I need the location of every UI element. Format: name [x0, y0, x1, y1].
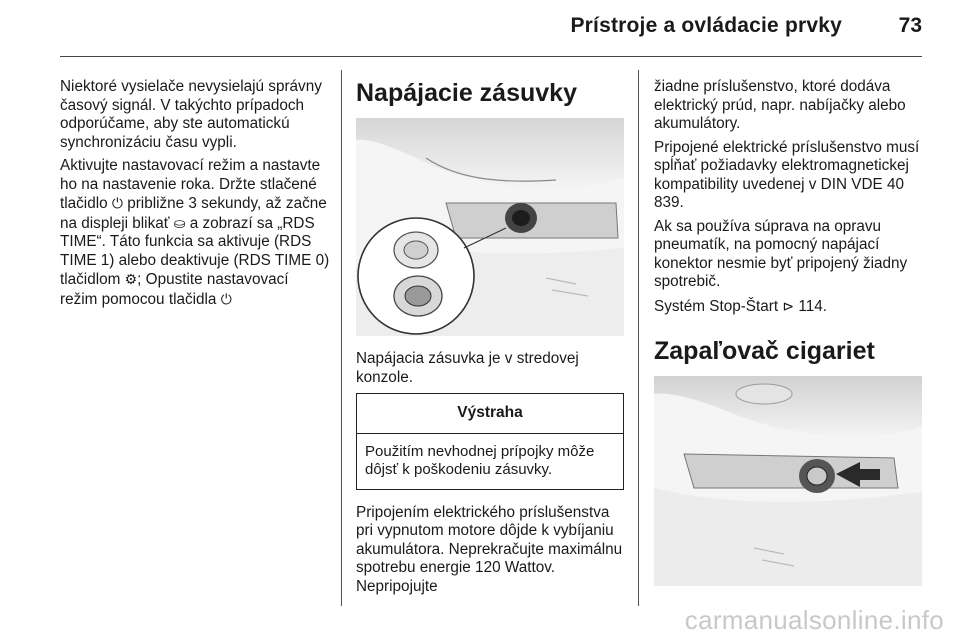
page-number: 73: [898, 14, 922, 37]
paragraph-battery-drain: Pripojením elektrického príslušenstva pri vypnutom motore dôjde k vybíjaniu akumulátora. Neprekračujte maximálnu spotrebu energie 120 Wattov. Nepripojujte: [356, 503, 623, 595]
paragraph-rds-time: [60, 157, 330, 309]
cigarette-lighter-illustration: [654, 376, 922, 586]
column-divider-2: [638, 70, 639, 606]
column-3: [654, 78, 924, 600]
caption-outlet-location: Napájacia zásuvka je v stredovej konzole.: [356, 350, 579, 386]
header-rule: [60, 56, 922, 57]
paragraph-tyre-repair: Ak sa používa súprava na opravu pneumatík, na pomocný napájací konektor nesmie byť pripojený žiadny spotrebič.: [654, 217, 908, 290]
heading-power-outlets: Napájacie zásuvky: [356, 79, 577, 107]
warning-text: Použitím nevhodnej prípojky môže dôjsť k poškodeniu zásuvky.: [365, 442, 595, 478]
warning-title: Výstraha: [357, 394, 623, 434]
rds-text-2: približne 3 sekundy, až začne na displeji blikať: [60, 195, 327, 232]
adjust-knob-icon: ⚙: [124, 271, 138, 287]
power-outlet-illustration: [356, 118, 624, 336]
paragraph-stop-start: [654, 297, 924, 317]
power-clock-icon: ⏻: [111, 195, 123, 211]
column-divider-1: [341, 70, 342, 606]
page-header-title: Prístroje a ovládacie prvky: [570, 14, 842, 37]
warning-box: [356, 393, 624, 490]
paragraph-emc: Pripojené elektrické príslušenstvo musí spĺňať požiadavky elektromagnetickej kompatibility uvedenej v DIN VDE 40 839.: [654, 138, 920, 211]
power-clock-icon: ⏻: [220, 290, 232, 307]
watermark: carmanualsonline.info: [684, 605, 944, 635]
paragraph-no-chargers: žiadne príslušenstvo, ktoré dodáva elektrický prúd, napr. nabíjačky alebo akumulátory.: [654, 78, 906, 132]
paragraph-time-signal: Niektoré vysielače nevysielajú správny časový signál. V takýchto prípadoch odporúčame, aby ste automatickú synchronizáciu času vypli.: [60, 78, 322, 151]
heading-cigarette-lighter: Zapaľovač cigariet: [654, 337, 875, 365]
column-2: [356, 78, 624, 601]
stop-start-text: Systém Stop-Štart: [654, 297, 779, 315]
blink-indicator-icon: ⛀: [173, 214, 186, 231]
column-1: [60, 78, 330, 314]
page-reference-arrow-icon: ⊳: [782, 297, 795, 314]
rds-text-1: Aktivujte nastavovací režim a nastavte ho na nastavenie roka. Držte stlačené tlačidlo: [60, 157, 321, 212]
stop-start-page-ref[interactable]: 114.: [798, 297, 827, 315]
rds-text-3: a zobrazí sa „RDS TIME“. Táto funkcia sa aktivuje (RDS TIME 1) alebo deaktivuje (RDS TIME 0) tlačidlom: [60, 214, 330, 288]
rds-text-4: ; Opustite nastavovací režim pomocou tlačidla: [60, 271, 289, 308]
